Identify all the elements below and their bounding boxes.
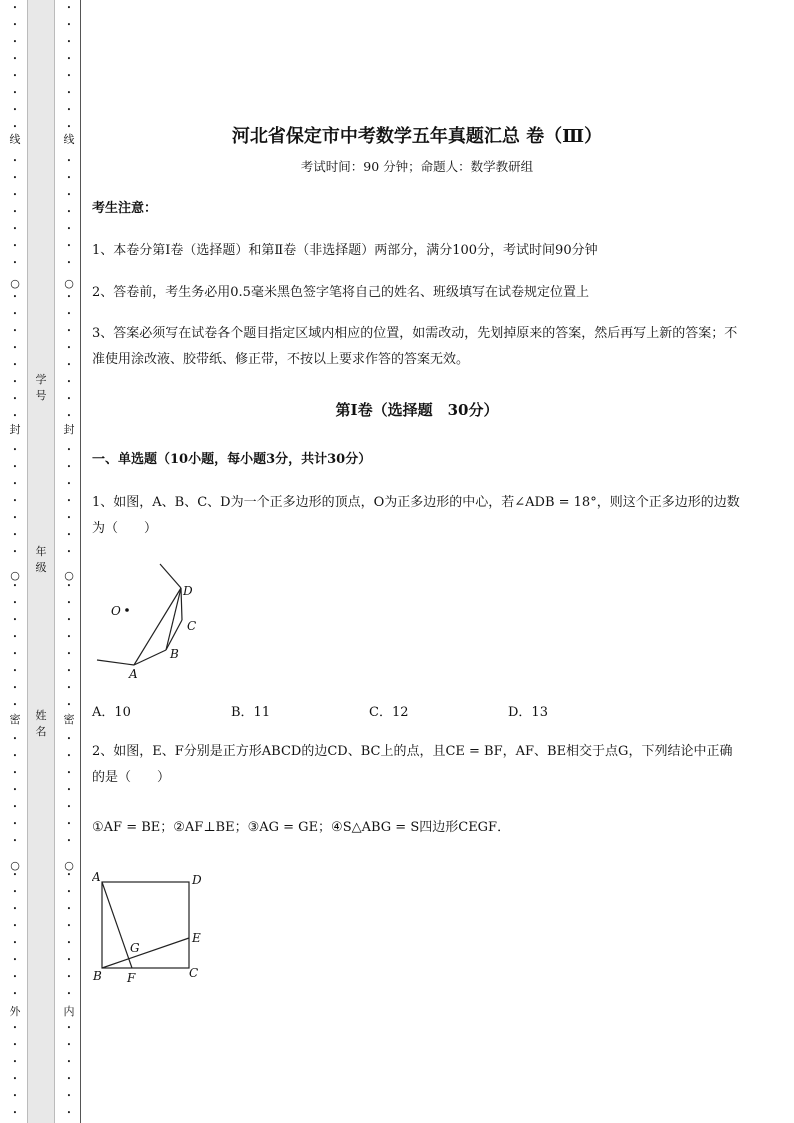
binding-dot: • [12,225,18,233]
binding-dot: • [12,106,18,114]
binding-dot: • [66,361,72,369]
binding-dot: • [12,72,18,80]
binding-dot: • [12,21,18,29]
binding-dot: • [66,1058,72,1066]
binding-dot: • [66,38,72,46]
inner-dotted-line [63,0,75,1123]
binding-dot: • [66,973,72,981]
note-item-2: 2、答卷前，考生务必用0.5毫米黑色签字笔将自己的姓名、班级填写在试卷规定位置上 [92,285,589,300]
center-point [125,608,129,612]
binding-dot: • [66,378,72,386]
margin-rule [80,0,81,1123]
binding-dot: • [12,361,18,369]
binding-dot: • [12,582,18,590]
polygon-edge-top [160,564,181,588]
binding-dot: • [66,157,72,165]
binding-dot: • [66,463,72,471]
binding-dot: • [66,106,72,114]
binding-dot: • [12,922,18,930]
binding-dot: • [66,310,72,318]
binding-dot: • [12,208,18,216]
binding-dot: • [66,599,72,607]
binding-dot: • [66,72,72,80]
binding-dot: • [66,395,72,403]
binding-dot: • [12,888,18,896]
polygon-edge [97,660,134,665]
question-2-text: 2、如图，E、F分别是正方形ABCD的边CD、BC上的点，且CE = BF，AF、BE相交于点G，下列结论中正确的是（ ） [92,744,733,785]
binding-dot: • [66,514,72,522]
binding-dot: • [12,293,18,301]
binding-dot: • [66,786,72,794]
question-1-figure [94,560,214,685]
binding-dot: • [12,701,18,709]
binding-dot: • [66,191,72,199]
binding-dot: • [12,633,18,641]
binding-dot: • [12,514,18,522]
binding-dot: • [12,497,18,505]
binding-dot: • [12,310,18,318]
label-g: G [130,941,140,955]
binding-dot: • [66,803,72,811]
binding-dot: • [66,55,72,63]
label-c: C [189,966,199,980]
binding-marker: 外 [9,1005,21,1018]
binding-dot: • [66,684,72,692]
binding-dot: • [12,1092,18,1100]
question-1-text: 1、如图，A、B、C、D为一个正多边形的顶点，O为正多边形的中心，若∠ADB = 18°，则这个正多边形的边数为（ ） [92,495,740,536]
binding-dot: • [66,89,72,97]
binding-dot: • [12,752,18,760]
binding-dot: • [12,684,18,692]
binding-dot: • [12,735,18,743]
binding-dot: • [12,905,18,913]
square-abcd [102,882,189,968]
binding-dot: • [12,1041,18,1049]
binding-dot: • [12,463,18,471]
binding-dot: • [12,344,18,352]
binding-dot: • [66,837,72,845]
segment-bd [166,588,181,650]
binding-dot: • [12,1075,18,1083]
binding-dot: • [12,123,18,131]
binding-dot: • [66,956,72,964]
binding-dot: • [12,38,18,46]
choice-b[interactable]: B．11 [231,705,271,720]
binding-dot: • [12,769,18,777]
binding-dot: • [66,888,72,896]
question-2-statements: ①AF = BE；②AF⊥BE；③AG = GE；④S△ABG = S四边形CEGF． [92,820,511,835]
label-e: E [192,931,201,945]
binding-dot: • [12,89,18,97]
binding-dot: • [66,939,72,947]
binding-dot: • [12,1058,18,1066]
binding-dot: • [66,616,72,624]
binding-dot: • [12,531,18,539]
binding-dot: • [12,548,18,556]
exam-subtitle: 考试时间：90 分钟；命题人：数学教研组 [300,159,534,174]
binding-dot: • [12,242,18,250]
segment-af [102,882,132,968]
binding-marker: 线 [9,133,21,146]
binding-dot: • [66,344,72,352]
label-b: B [170,647,179,661]
binding-dot: • [66,871,72,879]
binding-dot: • [66,582,72,590]
binding-dot: • [66,293,72,301]
label-c: C [187,619,197,633]
binding-dot: • [66,1024,72,1032]
binding-margin [0,0,82,1123]
binding-dot: • [12,820,18,828]
label-d: D [183,584,193,598]
binding-dot: • [12,191,18,199]
binding-dot: • [66,1109,72,1117]
binding-dot: • [12,616,18,624]
binding-dot: • [66,497,72,505]
binding-dot: • [12,973,18,981]
exam-title: 河北省保定市中考数学五年真题汇总 卷（Ⅲ） [231,126,603,147]
binding-dot: • [12,837,18,845]
outer-dotted-line [9,0,21,1123]
binding-circle: ○ [10,569,20,582]
binding-dot: • [66,769,72,777]
label-a: A [129,667,138,681]
binding-dot: • [66,531,72,539]
binding-circle: ○ [64,569,74,582]
question-2-figure [92,868,212,988]
binding-dot: • [66,225,72,233]
binding-dot: • [66,905,72,913]
student-number-field: 学号 [35,373,47,402]
binding-dot: • [66,412,72,420]
binding-dot: • [66,752,72,760]
binding-marker: 密 [63,713,75,726]
edge-bc [166,620,182,650]
choice-a[interactable]: A．10 [92,705,131,720]
binding-marker: 封 [9,423,21,436]
binding-circle: ○ [10,859,20,872]
binding-dot: • [66,667,72,675]
choice-c[interactable]: C．12 [369,705,409,720]
binding-dot: • [66,650,72,658]
edge-cd [181,588,182,620]
label-d: D [192,873,202,887]
binding-marker: 内 [63,1005,75,1018]
binding-dot: • [66,480,72,488]
binding-dot: • [66,1092,72,1100]
label-f: F [127,971,136,985]
binding-dot: • [66,701,72,709]
segment-be [102,938,189,968]
binding-dot: • [66,242,72,250]
binding-dot: • [66,327,72,335]
binding-dot: • [66,174,72,182]
binding-dot: • [12,174,18,182]
binding-dot: • [12,871,18,879]
binding-dot: • [66,1041,72,1049]
binding-dot: • [66,21,72,29]
section-heading: 一、单选题（10小题，每小题3分，共计30分） [92,452,372,467]
binding-dot: • [66,123,72,131]
binding-dot: • [12,956,18,964]
binding-dot: • [66,259,72,267]
note-item-3: 3、答案必须写在试卷各个题目指定区域内相应的位置，如需改动，先划掉原来的答案，然后再写上新的答案；不准使用涂改液、胶带纸、修正带，不按以上要求作答的答案无效。 [92,326,738,367]
binding-dot: • [66,4,72,12]
binding-circle: ○ [10,277,20,290]
binding-dot: • [66,735,72,743]
binding-dot: • [12,395,18,403]
binding-dot: • [66,820,72,828]
binding-dot: • [12,378,18,386]
part1-heading: 第Ⅰ卷（选择题 30分） [335,401,499,419]
label-o: O [111,604,121,618]
binding-dot: • [12,990,18,998]
binding-dot: • [12,667,18,675]
binding-dot: • [66,208,72,216]
binding-dot: • [66,990,72,998]
label-a: A [92,870,101,884]
binding-dot: • [66,1075,72,1083]
binding-marker: 封 [63,423,75,436]
binding-dot: • [12,412,18,420]
binding-marker: 密 [9,713,21,726]
binding-dot: • [12,650,18,658]
choice-d[interactable]: D．13 [508,705,548,720]
name-field: 姓名 [35,709,47,738]
binding-dot: • [12,480,18,488]
binding-dot: • [12,599,18,607]
student-info-strip [27,0,55,1123]
binding-circle: ○ [64,859,74,872]
binding-dot: • [12,786,18,794]
notes-heading: 考生注意： [92,201,158,216]
binding-dot: • [12,446,18,454]
binding-dot: • [12,157,18,165]
binding-dot: • [66,446,72,454]
binding-dot: • [12,1109,18,1117]
label-b: B [93,969,102,983]
binding-dot: • [12,259,18,267]
note-item-1: 1、本卷分第Ⅰ卷（选择题）和第Ⅱ卷（非选择题）两部分，满分100分，考试时间90分钟 [92,243,598,258]
binding-dot: • [12,4,18,12]
binding-dot: • [12,55,18,63]
binding-dot: • [12,327,18,335]
binding-dot: • [12,939,18,947]
binding-dot: • [66,548,72,556]
binding-dot: • [12,803,18,811]
grade-field: 年级 [35,545,47,574]
binding-dot: • [12,1024,18,1032]
binding-dot: • [66,922,72,930]
binding-marker: 线 [63,133,75,146]
binding-circle: ○ [64,277,74,290]
binding-dot: • [66,633,72,641]
